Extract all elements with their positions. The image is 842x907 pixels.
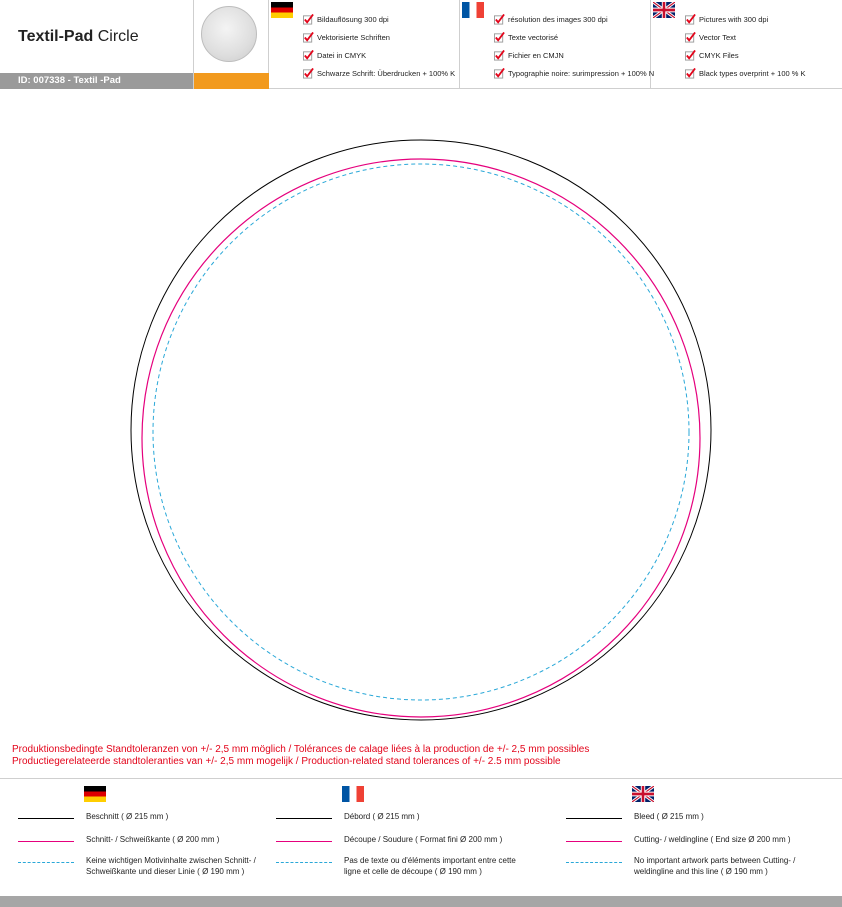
tolerance-notice-line1: Produktionsbedingte Standtoleranzen von +/- 2,5 mm möglich / Tolérances de calage liées à la production de +/- 2,5 mm possibles	[12, 744, 590, 755]
german-flag-icon	[271, 2, 293, 18]
legend-column-de	[14, 786, 284, 896]
checkmark-icon	[303, 14, 314, 25]
checkmark-icon	[685, 32, 696, 43]
checkmark-icon	[303, 68, 314, 79]
checkmark-icon	[685, 50, 696, 61]
safe-area-circle	[153, 164, 689, 700]
checkmark-icon	[494, 14, 505, 25]
safe-line-sample	[566, 862, 622, 863]
legend-column-en	[562, 786, 832, 896]
product-thumbnail-box	[193, 0, 269, 89]
uk-flag-icon	[632, 786, 654, 802]
legend-text-safe: Keine wichtigen Motivinhalte zwischen Schnitt- / Schweißkante und dieser Linie ( Ø 190 mm )	[86, 856, 256, 876]
legend-text-bleed: Bleed ( Ø 215 mm )	[634, 812, 704, 821]
bleed-line-sample	[566, 818, 622, 819]
french-flag-icon	[462, 2, 484, 18]
product-thumbnail	[201, 6, 257, 62]
cut-circle	[142, 159, 700, 717]
safe-line-sample	[276, 862, 332, 863]
uk-flag-icon	[653, 2, 675, 18]
product-title	[18, 28, 139, 46]
spec-checklist-en	[685, 14, 806, 86]
spec-checklist-fr	[494, 14, 654, 86]
check-item: Black types overprint + 100 % K	[685, 68, 806, 86]
bleed-circle	[131, 140, 711, 720]
checkmark-icon	[494, 50, 505, 61]
legend-text-safe: Pas de texte ou d'éléments important entre cette ligne et celle de découpe ( Ø 190 mm )	[344, 856, 516, 876]
spec-column-de	[269, 0, 460, 89]
cut-line-sample	[566, 841, 622, 842]
accent-bar	[194, 73, 269, 89]
spec-column-en	[651, 0, 842, 89]
check-item: Bildauflösung 300 dpi	[303, 14, 455, 32]
check-item: Vektorisierte Schriften	[303, 32, 455, 50]
checkmark-icon	[494, 68, 505, 79]
check-item: résolution des images 300 dpi	[494, 14, 654, 32]
check-item: Texte vectorisé	[494, 32, 654, 50]
french-flag-icon	[342, 786, 364, 802]
check-item: CMYK Files	[685, 50, 806, 68]
legend-text-bleed: Beschnitt ( Ø 215 mm )	[86, 812, 169, 821]
tolerance-notice	[12, 744, 589, 768]
check-item: Schwarze Schrift: Überdrucken + 100% K	[303, 68, 455, 86]
check-item: Typographie noire: surimpression + 100% N	[494, 68, 654, 86]
cut-line-sample	[18, 841, 74, 842]
spec-checklist-de	[303, 14, 455, 86]
checkmark-icon	[303, 32, 314, 43]
check-item: Fichier en CMJN	[494, 50, 654, 68]
legend-text-safe: No important artwork parts between Cutting- / weldingline and this line ( Ø 190 mm )	[634, 856, 796, 876]
spec-header	[0, 0, 842, 89]
legend-text-cut: Découpe / Soudure ( Format fini Ø 200 mm )	[344, 835, 503, 844]
german-flag-icon	[84, 786, 106, 802]
legend-divider	[0, 778, 842, 779]
checkmark-icon	[685, 68, 696, 79]
bleed-line-sample	[276, 818, 332, 819]
checkmark-icon	[685, 14, 696, 25]
check-item: Pictures with 300 dpi	[685, 14, 806, 32]
product-id-bar: ID: 007338 - Textil -Pad	[0, 73, 193, 89]
tolerance-notice-line2: Productiegerelateerde standtoleranties van +/- 2,5 mm mogelijk / Production-related stand tolerances of +/- 2.5 mm possible	[12, 756, 561, 767]
check-item: Datei in CMYK	[303, 50, 455, 68]
legend-text-cut: Schnitt- / Schweißkante ( Ø 200 mm )	[86, 835, 220, 844]
check-item: Vector Text	[685, 32, 806, 50]
legend-text-cut: Cutting- / weldingline ( End size Ø 200 mm )	[634, 835, 791, 844]
checkmark-icon	[303, 50, 314, 61]
product-title-light: Circle	[97, 28, 139, 45]
legend-text-bleed: Débord ( Ø 215 mm )	[344, 812, 420, 821]
legend-column-fr	[272, 786, 542, 896]
product-title-bold: Textil-Pad	[18, 28, 94, 45]
footer-bar	[0, 896, 842, 907]
cut-line-sample	[276, 841, 332, 842]
checkmark-icon	[494, 32, 505, 43]
spec-column-fr	[460, 0, 655, 89]
die-line-drawing	[0, 90, 842, 740]
title-box	[0, 0, 193, 86]
bleed-line-sample	[18, 818, 74, 819]
safe-line-sample	[18, 862, 74, 863]
